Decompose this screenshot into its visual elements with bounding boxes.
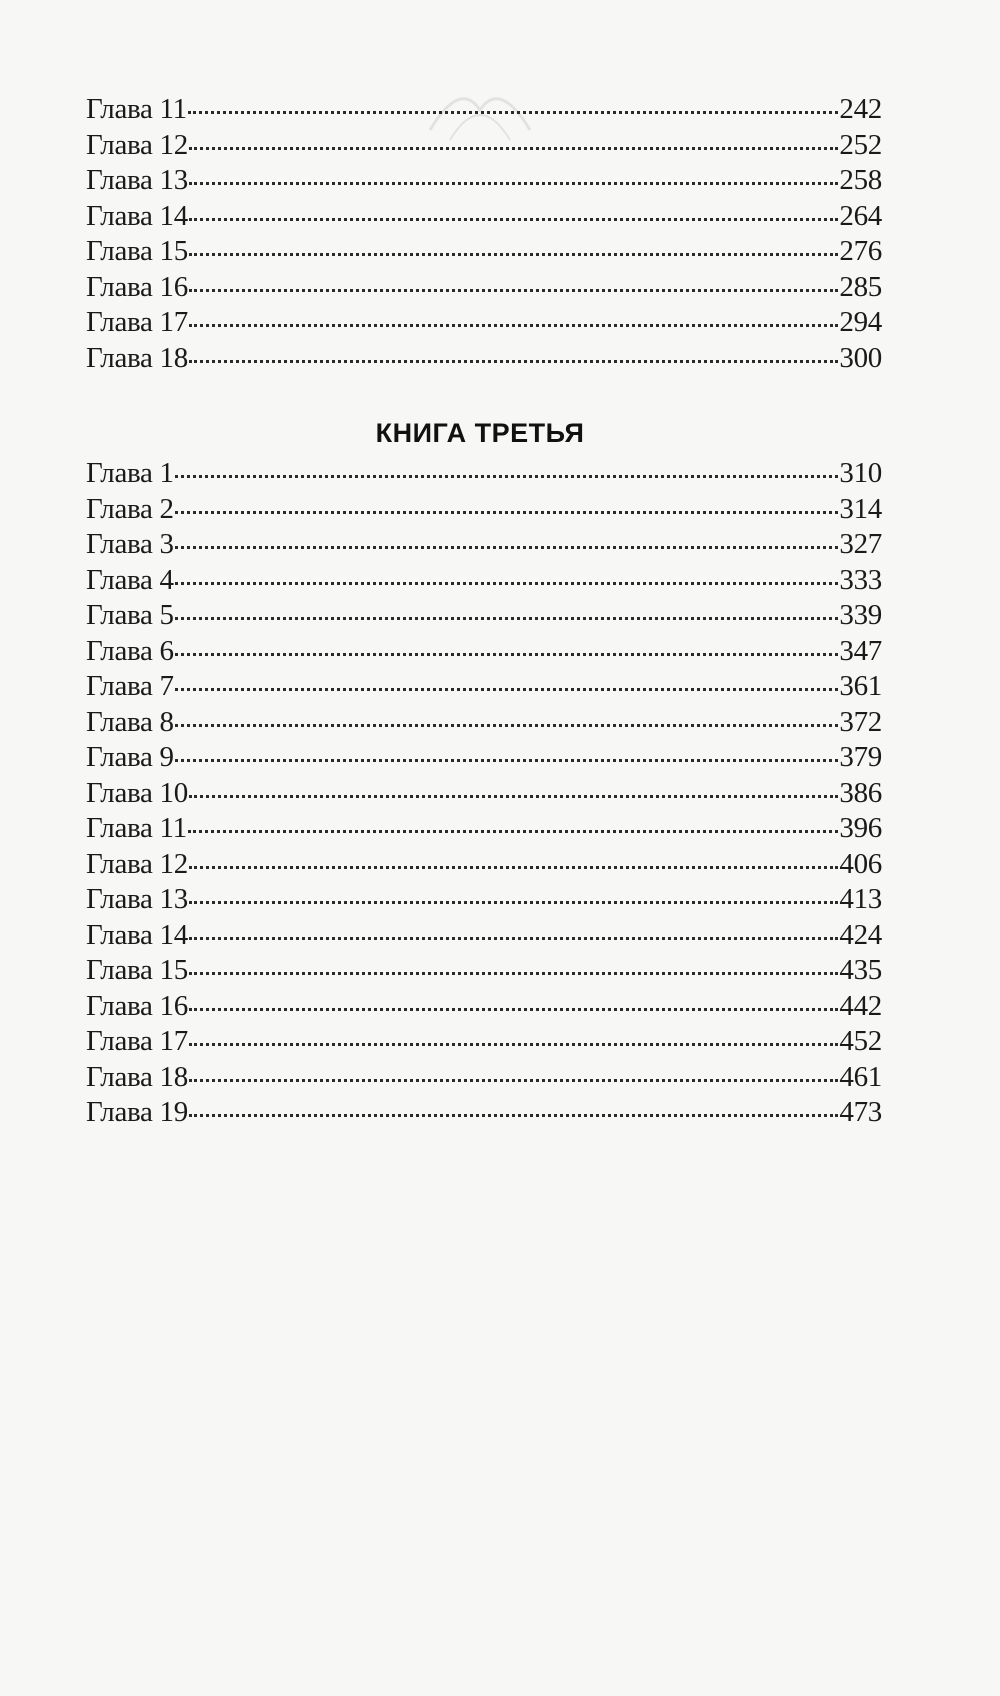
dot-leader — [189, 1079, 838, 1082]
chapter-label: Глава 1 — [86, 457, 174, 489]
dot-leader — [189, 1008, 838, 1011]
chapter-label: Глава 10 — [86, 776, 188, 809]
dot-leader — [175, 475, 839, 478]
page-number: 473 — [839, 1096, 882, 1128]
toc-entry — [86, 953, 882, 989]
chapter-label: Глава 13 — [86, 164, 188, 196]
toc-entry — [86, 305, 882, 341]
chapter-label: Глава 17 — [86, 1025, 188, 1057]
page-number: 258 — [839, 164, 882, 196]
toc-entry — [86, 847, 882, 883]
toc-entry — [86, 1095, 882, 1131]
chapter-label: Глава 11 — [86, 93, 187, 125]
dot-leader — [175, 511, 839, 514]
toc-entry — [86, 776, 882, 812]
toc-entry — [86, 882, 882, 918]
chapter-label: Глава 12 — [86, 128, 188, 161]
toc-entry — [86, 669, 882, 705]
toc-entry — [86, 199, 882, 235]
page-number: 339 — [839, 599, 882, 631]
page-number: 461 — [839, 1060, 882, 1093]
chapter-label: Глава 5 — [86, 599, 174, 631]
toc-entry — [86, 918, 882, 954]
page-number: 327 — [839, 528, 882, 560]
toc-list-book-three — [86, 456, 882, 1131]
toc-entry — [86, 492, 882, 528]
toc-entry — [86, 634, 882, 670]
toc-entry — [86, 234, 882, 270]
chapter-label: Глава 17 — [86, 306, 188, 338]
chapter-label: Глава 9 — [86, 741, 174, 773]
page-number: 413 — [839, 883, 882, 915]
toc-entry — [86, 1060, 882, 1096]
page-number: 285 — [839, 270, 882, 303]
page-number: 242 — [839, 93, 882, 125]
page-number: 310 — [839, 457, 882, 489]
page-number: 452 — [839, 1025, 882, 1057]
toc-entry — [86, 163, 882, 199]
page-number: 347 — [839, 634, 882, 667]
dot-leader — [189, 289, 838, 292]
dot-leader — [189, 795, 838, 798]
toc-entry — [86, 705, 882, 741]
toc-entry — [86, 456, 882, 492]
chapter-label: Глава 11 — [86, 812, 187, 844]
page-number: 276 — [839, 235, 882, 267]
chapter-label: Глава 19 — [86, 1096, 188, 1128]
page-number: 264 — [839, 199, 882, 232]
chapter-label: Глава 6 — [86, 634, 174, 667]
chapter-label: Глава 16 — [86, 270, 188, 303]
chapter-label: Глава 18 — [86, 1060, 188, 1093]
dot-leader — [175, 582, 839, 585]
dot-leader — [189, 218, 838, 221]
dot-leader — [188, 111, 839, 114]
toc-entry — [86, 270, 882, 306]
page-number: 386 — [839, 776, 882, 809]
dot-leader — [188, 830, 839, 833]
page-number: 379 — [839, 741, 882, 773]
chapter-label: Глава 18 — [86, 341, 188, 374]
toc-entry — [86, 989, 882, 1025]
page-number: 424 — [839, 918, 882, 951]
dot-leader — [175, 688, 839, 691]
chapter-label: Глава 3 — [86, 528, 174, 560]
page-number: 252 — [839, 128, 882, 161]
dot-leader — [175, 759, 839, 762]
page-number: 300 — [839, 341, 882, 374]
toc-entry — [86, 92, 882, 128]
toc-entry — [86, 563, 882, 599]
toc-entry — [86, 128, 882, 164]
dot-leader — [189, 253, 838, 256]
page-number: 442 — [839, 989, 882, 1022]
dot-leader — [175, 653, 839, 656]
toc-list-book-two — [86, 92, 882, 376]
page-number: 361 — [839, 670, 882, 702]
dot-leader — [175, 724, 839, 727]
book-three-heading: КНИГА ТРЕТЬЯ — [375, 418, 585, 448]
chapter-label: Глава 13 — [86, 883, 188, 915]
toc-entry — [86, 527, 882, 563]
toc-entry — [86, 1024, 882, 1060]
dot-leader — [189, 182, 838, 185]
page-number: 314 — [839, 492, 882, 525]
dot-leader — [189, 1114, 838, 1117]
page-number: 435 — [839, 954, 882, 986]
dot-leader — [189, 866, 838, 869]
toc-entry — [86, 341, 882, 377]
dot-leader — [189, 360, 838, 363]
page-number: 294 — [839, 306, 882, 338]
toc-entry — [86, 598, 882, 634]
dot-leader — [189, 324, 838, 327]
dot-leader — [189, 147, 838, 150]
chapter-label: Глава 15 — [86, 954, 188, 986]
chapter-label: Глава 4 — [86, 563, 174, 596]
page-number: 396 — [839, 812, 882, 844]
chapter-label: Глава 14 — [86, 918, 188, 951]
dot-leader — [175, 546, 839, 549]
chapter-label: Глава 14 — [86, 199, 188, 232]
dot-leader — [189, 1043, 838, 1046]
toc-entry — [86, 740, 882, 776]
chapter-label: Глава 8 — [86, 705, 174, 738]
page-number: 333 — [839, 563, 882, 596]
page-number: 372 — [839, 705, 882, 738]
dot-leader — [189, 901, 838, 904]
dot-leader — [175, 617, 839, 620]
dot-leader — [189, 937, 838, 940]
page-number: 406 — [839, 847, 882, 880]
toc-entry — [86, 811, 882, 847]
chapter-label: Глава 7 — [86, 670, 174, 702]
chapter-label: Глава 2 — [86, 492, 174, 525]
chapter-label: Глава 12 — [86, 847, 188, 880]
dot-leader — [189, 972, 838, 975]
chapter-label: Глава 15 — [86, 235, 188, 267]
chapter-label: Глава 16 — [86, 989, 188, 1022]
